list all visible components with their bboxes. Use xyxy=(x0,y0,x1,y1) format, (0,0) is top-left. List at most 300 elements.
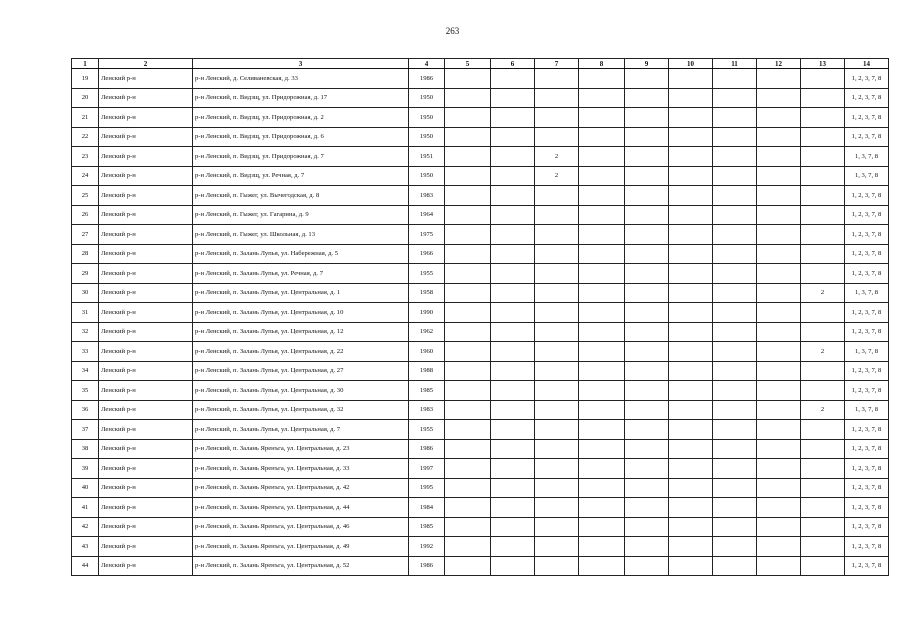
column-9-cell xyxy=(625,303,669,323)
table-row xyxy=(72,342,889,362)
column-12-cell xyxy=(757,361,801,381)
table-row xyxy=(72,381,889,401)
row-number-cell: 36 xyxy=(72,400,99,420)
column-9-cell xyxy=(625,400,669,420)
address-cell: р-н Ленский, п. Видзщ, ул. Речная, д. 7 xyxy=(193,166,409,186)
column-12-cell xyxy=(757,186,801,206)
column-12-cell xyxy=(757,459,801,479)
district-cell: Ленский р-н xyxy=(99,556,193,576)
year-cell: 1962 xyxy=(409,322,445,342)
column-12-cell xyxy=(757,205,801,225)
column-9-cell xyxy=(625,88,669,108)
column-header: 5 xyxy=(445,59,491,69)
column-5-cell xyxy=(445,361,491,381)
column-10-cell xyxy=(669,108,713,128)
column-8-cell xyxy=(579,127,625,147)
column-6-cell xyxy=(491,322,535,342)
codes-cell: 1, 2, 3, 7, 8 xyxy=(845,361,889,381)
column-10-cell xyxy=(669,400,713,420)
district-cell: Ленский р-н xyxy=(99,205,193,225)
column-10-cell xyxy=(669,264,713,284)
column-13-cell xyxy=(801,420,845,440)
column-12-cell xyxy=(757,264,801,284)
column-7-cell xyxy=(535,303,579,323)
codes-cell: 1, 2, 3, 7, 8 xyxy=(845,478,889,498)
column-6-cell xyxy=(491,381,535,401)
column-8-cell xyxy=(579,264,625,284)
column-header: 8 xyxy=(579,59,625,69)
district-cell: Ленский р-н xyxy=(99,420,193,440)
column-header: 10 xyxy=(669,59,713,69)
codes-cell: 1, 2, 3, 7, 8 xyxy=(845,420,889,440)
column-8-cell xyxy=(579,459,625,479)
column-12-cell xyxy=(757,439,801,459)
column-11-cell xyxy=(713,478,757,498)
table-row xyxy=(72,322,889,342)
district-cell: Ленский р-н xyxy=(99,264,193,284)
column-9-cell xyxy=(625,225,669,245)
column-8-cell xyxy=(579,147,625,167)
column-9-cell xyxy=(625,264,669,284)
column-9-cell xyxy=(625,498,669,518)
column-10-cell xyxy=(669,205,713,225)
column-5-cell xyxy=(445,108,491,128)
year-cell: 1985 xyxy=(409,517,445,537)
column-10-cell xyxy=(669,147,713,167)
row-number-cell: 33 xyxy=(72,342,99,362)
column-11-cell xyxy=(713,342,757,362)
column-10-cell xyxy=(669,342,713,362)
column-13-cell xyxy=(801,381,845,401)
column-5-cell xyxy=(445,147,491,167)
column-5-cell xyxy=(445,439,491,459)
table-row xyxy=(72,108,889,128)
district-cell: Ленский р-н xyxy=(99,459,193,479)
codes-cell: 1, 2, 3, 7, 8 xyxy=(845,303,889,323)
column-6-cell xyxy=(491,342,535,362)
table-row xyxy=(72,166,889,186)
column-7-cell xyxy=(535,381,579,401)
codes-cell: 1, 2, 3, 7, 8 xyxy=(845,264,889,284)
column-9-cell xyxy=(625,322,669,342)
column-7-cell xyxy=(535,283,579,303)
district-cell: Ленский р-н xyxy=(99,127,193,147)
column-11-cell xyxy=(713,127,757,147)
column-9-cell xyxy=(625,69,669,89)
column-5-cell xyxy=(445,381,491,401)
housing-register-table xyxy=(71,58,889,576)
row-number-cell: 32 xyxy=(72,322,99,342)
year-cell: 1986 xyxy=(409,556,445,576)
column-12-cell xyxy=(757,244,801,264)
row-number-cell: 44 xyxy=(72,556,99,576)
codes-cell: 1, 3, 7, 8 xyxy=(845,166,889,186)
column-9-cell xyxy=(625,556,669,576)
district-cell: Ленский р-н xyxy=(99,186,193,206)
column-7-cell xyxy=(535,400,579,420)
column-13-cell xyxy=(801,225,845,245)
column-13-cell xyxy=(801,88,845,108)
column-9-cell xyxy=(625,478,669,498)
column-11-cell xyxy=(713,361,757,381)
column-13-cell xyxy=(801,439,845,459)
column-8-cell xyxy=(579,342,625,362)
table-row xyxy=(72,498,889,518)
address-cell: р-н Ленский, п. Залань Яренъга, ул. Центральная, д. 49 xyxy=(193,537,409,557)
column-13-cell xyxy=(801,556,845,576)
column-12-cell xyxy=(757,342,801,362)
year-cell: 1966 xyxy=(409,244,445,264)
codes-cell: 1, 2, 3, 7, 8 xyxy=(845,537,889,557)
year-cell: 1992 xyxy=(409,537,445,557)
column-6-cell xyxy=(491,69,535,89)
column-7-cell xyxy=(535,244,579,264)
column-5-cell xyxy=(445,127,491,147)
column-11-cell xyxy=(713,186,757,206)
row-number-cell: 23 xyxy=(72,147,99,167)
column-9-cell xyxy=(625,186,669,206)
column-8-cell xyxy=(579,381,625,401)
codes-cell: 1, 3, 7, 8 xyxy=(845,283,889,303)
column-header: 6 xyxy=(491,59,535,69)
column-7-cell: 2 xyxy=(535,147,579,167)
year-cell: 1955 xyxy=(409,420,445,440)
column-12-cell xyxy=(757,498,801,518)
column-9-cell xyxy=(625,244,669,264)
codes-cell: 1, 2, 3, 7, 8 xyxy=(845,205,889,225)
column-11-cell xyxy=(713,498,757,518)
column-8-cell xyxy=(579,498,625,518)
column-6-cell xyxy=(491,556,535,576)
column-6-cell xyxy=(491,283,535,303)
column-12-cell xyxy=(757,517,801,537)
column-9-cell xyxy=(625,127,669,147)
table-row xyxy=(72,283,889,303)
column-10-cell xyxy=(669,439,713,459)
table-row xyxy=(72,303,889,323)
column-8-cell xyxy=(579,244,625,264)
table-row xyxy=(72,264,889,284)
column-9-cell xyxy=(625,147,669,167)
column-9-cell xyxy=(625,205,669,225)
column-13-cell xyxy=(801,244,845,264)
address-cell: р-н Ленский, п. Залань Лупья, ул. Центральная, д. 27 xyxy=(193,361,409,381)
district-cell: Ленский р-н xyxy=(99,498,193,518)
address-cell: р-н Ленский, п. Залань Лупья, ул. Центральная, д. 22 xyxy=(193,342,409,362)
table-row xyxy=(72,88,889,108)
row-number-cell: 38 xyxy=(72,439,99,459)
column-10-cell xyxy=(669,322,713,342)
column-11-cell xyxy=(713,283,757,303)
column-7-cell xyxy=(535,459,579,479)
column-5-cell xyxy=(445,69,491,89)
column-8-cell xyxy=(579,556,625,576)
column-12-cell xyxy=(757,556,801,576)
column-7-cell xyxy=(535,108,579,128)
column-7-cell xyxy=(535,69,579,89)
row-number-cell: 19 xyxy=(72,69,99,89)
row-number-cell: 42 xyxy=(72,517,99,537)
codes-cell: 1, 2, 3, 7, 8 xyxy=(845,108,889,128)
row-number-cell: 27 xyxy=(72,225,99,245)
column-6-cell xyxy=(491,166,535,186)
column-13-cell xyxy=(801,205,845,225)
column-header: 7 xyxy=(535,59,579,69)
row-number-cell: 39 xyxy=(72,459,99,479)
column-12-cell xyxy=(757,400,801,420)
row-number-cell: 31 xyxy=(72,303,99,323)
year-cell: 1955 xyxy=(409,264,445,284)
column-5-cell xyxy=(445,186,491,206)
district-cell: Ленский р-н xyxy=(99,147,193,167)
column-9-cell xyxy=(625,537,669,557)
district-cell: Ленский р-н xyxy=(99,225,193,245)
column-7-cell xyxy=(535,264,579,284)
table-row xyxy=(72,556,889,576)
year-cell: 1951 xyxy=(409,147,445,167)
column-11-cell xyxy=(713,303,757,323)
row-number-cell: 37 xyxy=(72,420,99,440)
column-6-cell xyxy=(491,88,535,108)
row-number-cell: 34 xyxy=(72,361,99,381)
table-row xyxy=(72,537,889,557)
column-6-cell xyxy=(491,498,535,518)
column-6-cell xyxy=(491,400,535,420)
district-cell: Ленский р-н xyxy=(99,108,193,128)
codes-cell: 1, 2, 3, 7, 8 xyxy=(845,556,889,576)
column-7-cell xyxy=(535,127,579,147)
column-6-cell xyxy=(491,537,535,557)
column-11-cell xyxy=(713,244,757,264)
address-cell: р-н Ленский, п. Видзщ, ул. Придорожная, д. 7 xyxy=(193,147,409,167)
column-8-cell xyxy=(579,478,625,498)
district-cell: Ленский р-н xyxy=(99,283,193,303)
column-7-cell xyxy=(535,439,579,459)
column-8-cell xyxy=(579,537,625,557)
column-9-cell xyxy=(625,108,669,128)
column-12-cell xyxy=(757,537,801,557)
table-row xyxy=(72,147,889,167)
column-10-cell xyxy=(669,127,713,147)
column-13-cell xyxy=(801,361,845,381)
column-11-cell xyxy=(713,69,757,89)
column-11-cell xyxy=(713,147,757,167)
column-5-cell xyxy=(445,400,491,420)
column-7-cell xyxy=(535,342,579,362)
column-6-cell xyxy=(491,439,535,459)
table-row xyxy=(72,244,889,264)
column-10-cell xyxy=(669,381,713,401)
row-number-cell: 21 xyxy=(72,108,99,128)
column-12-cell xyxy=(757,127,801,147)
year-cell: 1988 xyxy=(409,361,445,381)
column-6-cell xyxy=(491,186,535,206)
column-10-cell xyxy=(669,459,713,479)
table-row xyxy=(72,420,889,440)
column-9-cell xyxy=(625,420,669,440)
column-header: 3 xyxy=(193,59,409,69)
address-cell: р-н Ленский, п. Видзщ, ул. Придорожная, д. 2 xyxy=(193,108,409,128)
column-5-cell xyxy=(445,459,491,479)
column-5-cell xyxy=(445,556,491,576)
column-9-cell xyxy=(625,459,669,479)
codes-cell: 1, 2, 3, 7, 8 xyxy=(845,517,889,537)
column-10-cell xyxy=(669,69,713,89)
column-5-cell xyxy=(445,420,491,440)
column-header: 14 xyxy=(845,59,889,69)
address-cell: р-н Ленский, п. Гыжег, ул. Школьная, д. 13 xyxy=(193,225,409,245)
row-number-cell: 40 xyxy=(72,478,99,498)
table-row xyxy=(72,225,889,245)
table-row xyxy=(72,186,889,206)
column-7-cell: 2 xyxy=(535,166,579,186)
address-cell: р-н Ленский, п. Залань Яренъга, ул. Центральная, д. 52 xyxy=(193,556,409,576)
column-6-cell xyxy=(491,205,535,225)
column-12-cell xyxy=(757,420,801,440)
codes-cell: 1, 2, 3, 7, 8 xyxy=(845,127,889,147)
column-8-cell xyxy=(579,88,625,108)
column-11-cell xyxy=(713,459,757,479)
year-cell: 1986 xyxy=(409,439,445,459)
column-7-cell xyxy=(535,88,579,108)
column-7-cell xyxy=(535,498,579,518)
year-cell: 1958 xyxy=(409,283,445,303)
address-cell: р-н Ленский, п. Видзщ, ул. Придорожная, д. 6 xyxy=(193,127,409,147)
column-5-cell xyxy=(445,244,491,264)
row-number-cell: 25 xyxy=(72,186,99,206)
address-cell: р-н Ленский, п. Гыжег, ул. Гагарина, д. 9 xyxy=(193,205,409,225)
table-row xyxy=(72,205,889,225)
column-12-cell xyxy=(757,225,801,245)
codes-cell: 1, 2, 3, 7, 8 xyxy=(845,459,889,479)
codes-cell: 1, 3, 7, 8 xyxy=(845,342,889,362)
column-6-cell xyxy=(491,108,535,128)
column-12-cell xyxy=(757,478,801,498)
column-13-cell xyxy=(801,459,845,479)
column-9-cell xyxy=(625,166,669,186)
column-8-cell xyxy=(579,166,625,186)
column-8-cell xyxy=(579,439,625,459)
column-7-cell xyxy=(535,517,579,537)
row-number-cell: 28 xyxy=(72,244,99,264)
column-13-cell xyxy=(801,69,845,89)
column-13-cell: 2 xyxy=(801,283,845,303)
column-5-cell xyxy=(445,478,491,498)
column-11-cell xyxy=(713,225,757,245)
codes-cell: 1, 2, 3, 7, 8 xyxy=(845,498,889,518)
district-cell: Ленский р-н xyxy=(99,244,193,264)
column-7-cell xyxy=(535,556,579,576)
column-8-cell xyxy=(579,322,625,342)
column-10-cell xyxy=(669,498,713,518)
column-9-cell xyxy=(625,517,669,537)
column-8-cell xyxy=(579,283,625,303)
column-12-cell xyxy=(757,322,801,342)
column-6-cell xyxy=(491,147,535,167)
table-row xyxy=(72,361,889,381)
column-12-cell xyxy=(757,88,801,108)
district-cell: Ленский р-н xyxy=(99,342,193,362)
district-cell: Ленский р-н xyxy=(99,69,193,89)
column-10-cell xyxy=(669,517,713,537)
table-row xyxy=(72,439,889,459)
column-6-cell xyxy=(491,244,535,264)
column-10-cell xyxy=(669,303,713,323)
column-header: 2 xyxy=(99,59,193,69)
column-7-cell xyxy=(535,361,579,381)
address-cell: р-н Ленский, п. Залань Лупья, ул. Центральная, д. 12 xyxy=(193,322,409,342)
column-6-cell xyxy=(491,420,535,440)
year-cell: 1983 xyxy=(409,400,445,420)
column-9-cell xyxy=(625,342,669,362)
year-cell: 1995 xyxy=(409,478,445,498)
district-cell: Ленский р-н xyxy=(99,166,193,186)
column-10-cell xyxy=(669,361,713,381)
column-8-cell xyxy=(579,303,625,323)
year-cell: 1984 xyxy=(409,498,445,518)
address-cell: р-н Ленский, п. Залань Яренъга, ул. Центральная, д. 33 xyxy=(193,459,409,479)
row-number-cell: 22 xyxy=(72,127,99,147)
year-cell: 1975 xyxy=(409,225,445,245)
column-5-cell xyxy=(445,322,491,342)
column-9-cell xyxy=(625,439,669,459)
column-7-cell xyxy=(535,205,579,225)
column-12-cell xyxy=(757,303,801,323)
column-header: 13 xyxy=(801,59,845,69)
table-row xyxy=(72,127,889,147)
codes-cell: 1, 2, 3, 7, 8 xyxy=(845,88,889,108)
codes-cell: 1, 2, 3, 7, 8 xyxy=(845,69,889,89)
table-row xyxy=(72,459,889,479)
column-13-cell xyxy=(801,166,845,186)
address-cell: р-н Ленский, п. Залань Лупья, ул. Речная, д. 7 xyxy=(193,264,409,284)
column-7-cell xyxy=(535,322,579,342)
column-5-cell xyxy=(445,498,491,518)
year-cell: 1950 xyxy=(409,88,445,108)
district-cell: Ленский р-н xyxy=(99,303,193,323)
column-13-cell xyxy=(801,537,845,557)
district-cell: Ленский р-н xyxy=(99,88,193,108)
column-8-cell xyxy=(579,420,625,440)
district-cell: Ленский р-н xyxy=(99,478,193,498)
codes-cell: 1, 3, 7, 8 xyxy=(845,147,889,167)
column-header: 9 xyxy=(625,59,669,69)
column-12-cell xyxy=(757,69,801,89)
column-11-cell xyxy=(713,556,757,576)
column-13-cell xyxy=(801,303,845,323)
column-5-cell xyxy=(445,517,491,537)
table-row xyxy=(72,478,889,498)
column-8-cell xyxy=(579,108,625,128)
address-cell: р-н Ленский, п. Залань Лупья, ул. Центральная, д. 30 xyxy=(193,381,409,401)
column-5-cell xyxy=(445,537,491,557)
column-7-cell xyxy=(535,478,579,498)
column-8-cell xyxy=(579,186,625,206)
column-8-cell xyxy=(579,69,625,89)
column-13-cell xyxy=(801,517,845,537)
row-number-cell: 24 xyxy=(72,166,99,186)
column-11-cell xyxy=(713,108,757,128)
table-body xyxy=(72,69,889,576)
column-10-cell xyxy=(669,537,713,557)
table-row xyxy=(72,69,889,89)
column-5-cell xyxy=(445,166,491,186)
codes-cell: 1, 2, 3, 7, 8 xyxy=(845,244,889,264)
column-11-cell xyxy=(713,322,757,342)
year-cell: 1950 xyxy=(409,108,445,128)
year-cell: 1960 xyxy=(409,342,445,362)
column-12-cell xyxy=(757,108,801,128)
